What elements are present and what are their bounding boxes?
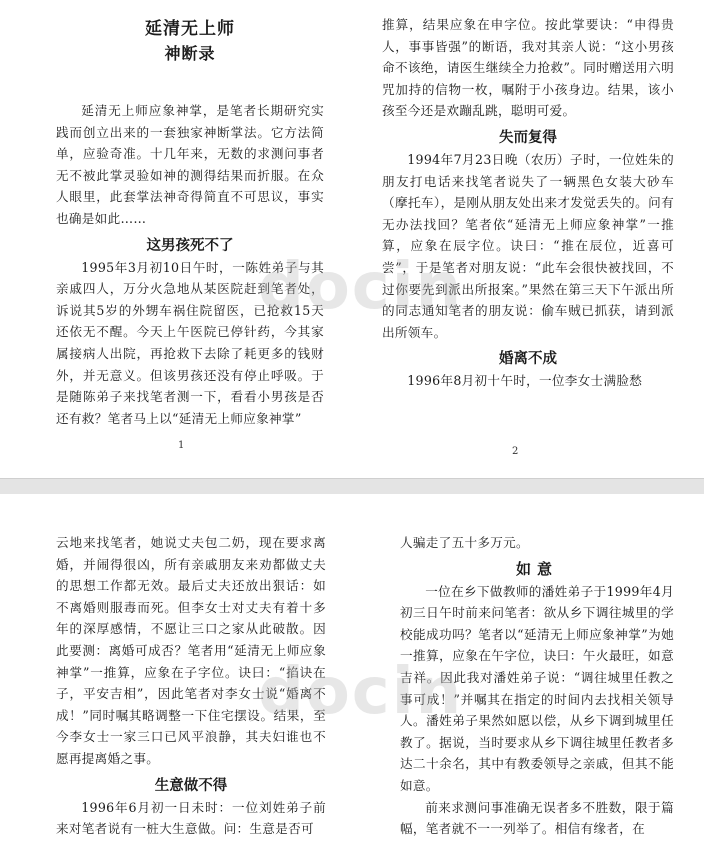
page-2 <box>352 0 704 478</box>
page-1 <box>0 0 352 478</box>
section-heading-wish: 如意 <box>515 559 558 578</box>
section-heading-divorce: 婚离不成 <box>499 350 557 368</box>
business-paragraph-end: 人骗走了五十多万元。 <box>400 535 529 550</box>
page-number-2: 2 <box>512 446 519 457</box>
section-heading-boy: 这男孩死不了 <box>146 236 234 254</box>
page-3 <box>0 494 352 850</box>
watermark-logo-top: docin <box>258 250 464 324</box>
lost-found-paragraph: 1994年7月23日晚（农历）子时，一位姓朱的朋友打电话来找笔者说失了一辆黑色女装大砂车（摩托车），是刚从朋友处出来才发觉丢失的。问有无办法找回？笔者依“延清无上师应象神掌”一推算，应象在辰字位。诀曰：“推在辰位，近喜可尝”，于是笔者对朋友说：“此车会很快被找回，不过你要先到派出所报案。”果然在第三天下午派出所的同志通知笔者的朋友说：偷车贼已抓获，请到派出所领车。 <box>382 151 674 340</box>
page-number-1: 1 <box>178 440 185 451</box>
section-heading-lost-found: 失而复得 <box>499 128 557 146</box>
book-title: 延清无上师 <box>145 19 235 39</box>
watermark-logo-bottom: docin <box>258 655 464 729</box>
wish-paragraph: 一位在乡下做教师的潘姓弟子于1999年4月初三日午时前来问笔者：欲从乡下调往城里的学校能成功吗？笔者以“延清无上师应象神掌”为她一推算，应象在午字位，诀曰：午火最旺，如意吉祥。因此我对潘姓弟子说：“调往城里任教之事可成！”并嘱其在指定的时间内去找相关领导人。潘姓弟子果然如愿以偿，从乡下调到城里任教了。据说，当时要求从乡下调往城里任教者多达二十余名，其中有教委领导之亲戚，但其不能如意。 <box>400 583 674 793</box>
closing-paragraph: 前来求测问事准确无误者多不胜数，限于篇幅，笔者就不一一列举了。相信有缘者，在 <box>400 799 674 837</box>
divorce-paragraph-end: 云地来找笔者，她说丈夫包二奶，现在要求离婚，并闹得很凶，所有亲戚朋友来劝都做丈夫的思想工作都无效。最后丈夫还放出狠话：如不离婚则服毒而死。但李女士对丈夫有着十多年的深厚感情，不愿让三口之家从此破散。因此要测：离婚可成否？笔者用“延清无上师应象神掌”一推算，应象在子字位。诀曰：“掐诀在子，平安吉相”，因此笔者对李女士说“婚离不成！”同时嘱其略调整一下住宅摆设。结果，至今李女士一家三口已风平浪静，其夫妇谁也不愿再提离婚之事。 <box>56 535 326 766</box>
book-subtitle: 神断录 <box>164 44 216 63</box>
boy-paragraph-start: 1995年3月初10日午时，一陈姓弟子与其亲戚四人，万分火急地从某医院赶到笔者处，诉说其5岁的外甥车祸住院留医，已抢救15天还依无不醒。今天上午医院已停针药，今其家属接病人出院，再抢救下去除了耗更多的钱财外，并无意义。但该男孩还没有停止呼吸。于是随陈弟子来找笔者测一下，看看小男孩是否还有救？笔者马上以“延清无上师应象神掌” <box>56 259 324 426</box>
page-4 <box>352 494 704 850</box>
intro-paragraph: 延清无上师应象神掌，是笔者长期研究实践而创立出来的一套独家神断掌法。它方法简单，应验奇准。十几年来，无数的求测问事者无不被此掌灵验如神的测得结果而折服。在众人眼里，此套掌法神奇得简直不可思议，事实也确是如此…… <box>56 103 324 226</box>
business-paragraph-start: 1996年6月初一日未时：一位刘姓弟子前来对笔者说有一桩大生意做。问：生意是否可 <box>56 799 326 837</box>
divorce-paragraph-start: 1996年8月初十午时，一位李女士满脸愁 <box>407 373 643 389</box>
boy-paragraph-end: 推算，结果应象在申字位。按此掌要诀：“申得贵人，事事皆强”的断语，我对其亲人说：“这小男孩命不该绝，请医生继续全力抢救”。同时赠送用六明咒加持的信物一枚，嘱附于小孩身边。结果，该小孩至今还是欢蹦乱跳，聪明可爱。 <box>382 17 674 119</box>
section-heading-business: 生意做不得 <box>154 776 228 794</box>
